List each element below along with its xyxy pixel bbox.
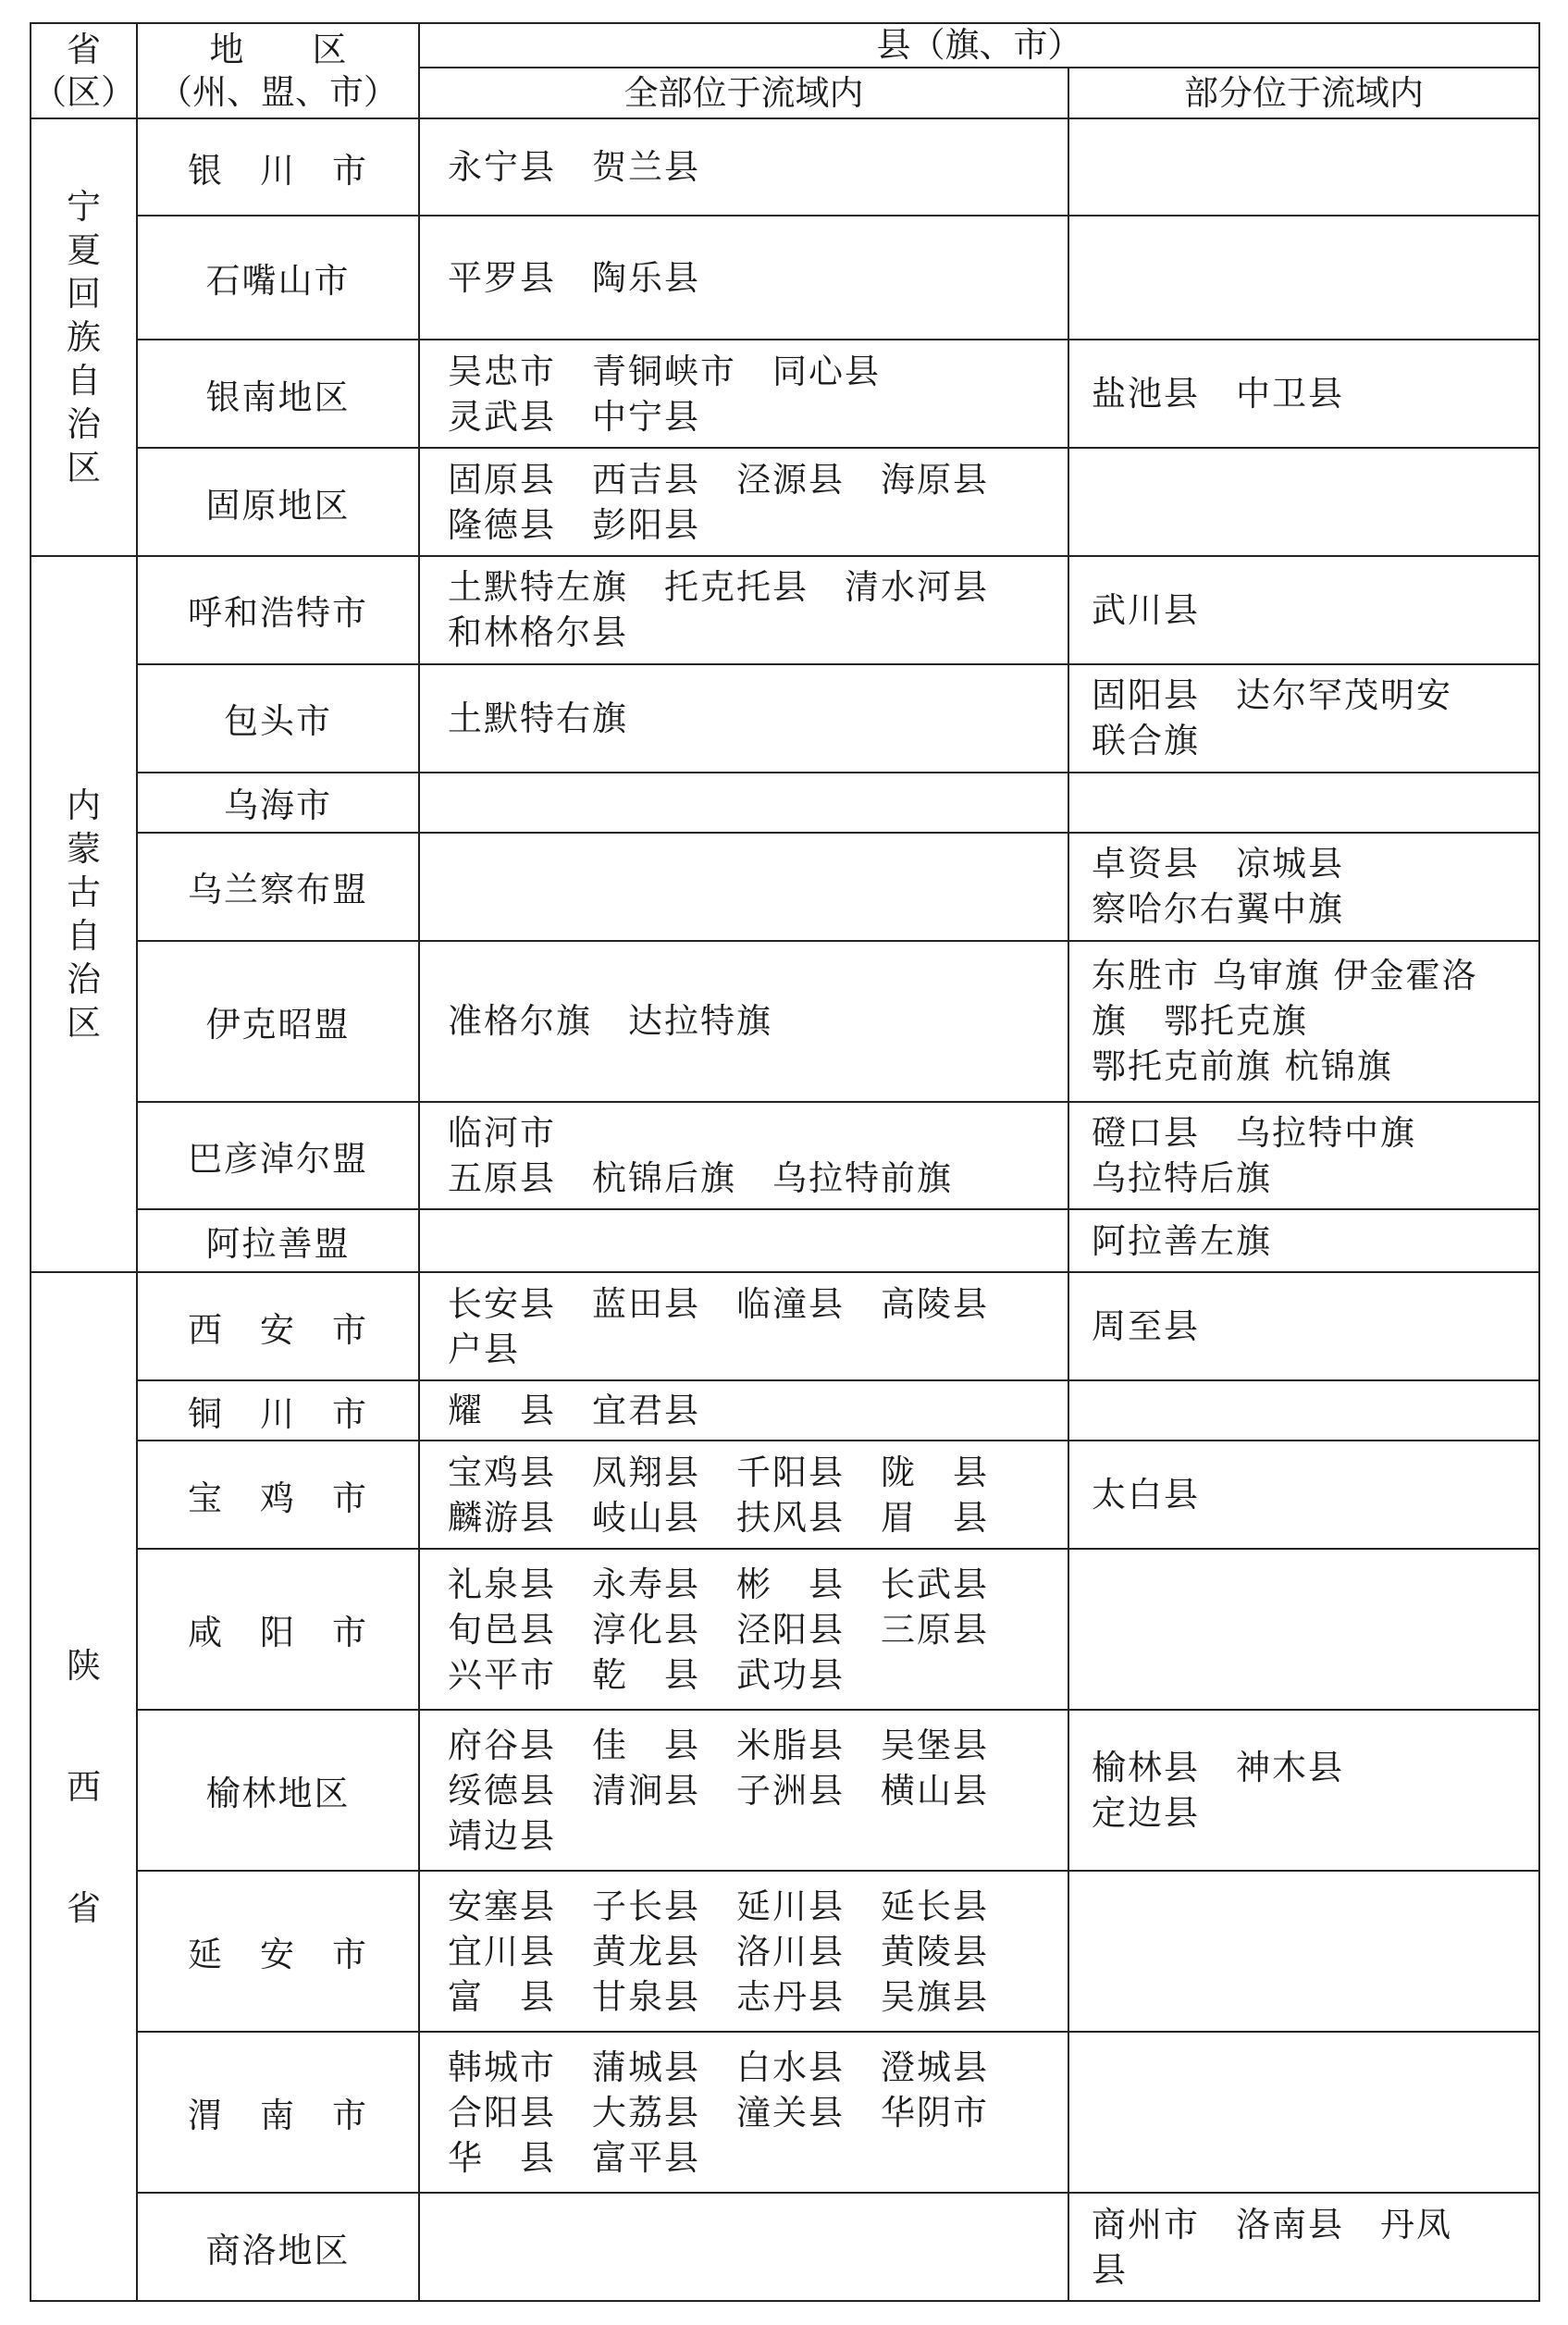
region-cell: 伊克昭盟 [137, 941, 419, 1102]
fully-within-cell [419, 2193, 1068, 2301]
region-cell: 石嘴山市 [137, 216, 419, 340]
fully-within-cell [419, 1272, 1068, 1380]
table-row [31, 833, 1539, 941]
table-row [31, 118, 1539, 216]
region-cell: 银南地区 [137, 340, 419, 448]
county-line: 卓资县 凉城县 [1092, 844, 1344, 884]
county-line: 耀 县 宜君县 [448, 1391, 700, 1431]
region-cell: 榆林地区 [137, 1710, 419, 1871]
region-cell: 渭 南 市 [137, 2032, 419, 2193]
fully-within-cell [419, 216, 1068, 340]
table-row [31, 556, 1539, 664]
fully-within-cell [419, 118, 1068, 216]
province-char: 宁 [67, 186, 101, 227]
header-province-line: 省 [67, 29, 101, 69]
province-char: 内 [67, 785, 101, 826]
county-line: 县 [1092, 2249, 1128, 2290]
table-row [31, 1549, 1539, 1710]
partly-within-cell [1068, 941, 1539, 1102]
header-province-line: （区） [32, 71, 135, 112]
county-line: 盐池县 中卫县 [1092, 374, 1344, 414]
county-line: 定边县 [1092, 1793, 1200, 1834]
province-char: 西 [67, 1766, 101, 1807]
region-cell: 银 川 市 [137, 118, 419, 216]
region-cell: 宝 鸡 市 [137, 1441, 419, 1549]
header-region [137, 23, 419, 118]
county-line: 华 县 富平县 [448, 2137, 700, 2178]
partly-within-cell [1068, 1102, 1539, 1210]
county-table [30, 22, 1540, 2302]
province-char: 区 [67, 447, 101, 488]
table-row [31, 1441, 1539, 1549]
county-line: 合阳县 大荔县 潼关县 华阴市 [448, 2092, 989, 2133]
partly-within-cell [1068, 1380, 1539, 1441]
county-line: 鄂托克前旗 杭锦旗 [1092, 1046, 1393, 1087]
county-line: 土默特右旗 [448, 698, 628, 738]
province-char: 族 [67, 316, 101, 357]
county-line: 府谷县 佳 县 米脂县 吴堡县 [448, 1725, 989, 1765]
table-row [31, 2193, 1539, 2301]
county-line: 兴平市 乾 县 武功县 [448, 1654, 845, 1695]
partly-within-cell [1068, 1272, 1539, 1380]
county-line: 太白县 [1092, 1475, 1200, 1515]
county-line: 固阳县 达尔罕茂明安 [1092, 675, 1452, 716]
region-cell: 固原地区 [137, 448, 419, 556]
table-row [31, 941, 1539, 1102]
county-line: 乌拉特后旗 [1092, 1158, 1272, 1199]
province-char: 夏 [67, 229, 101, 270]
province-char: 区 [67, 1003, 101, 1044]
fully-within-cell [419, 773, 1068, 833]
county-line: 隆德县 彭阳县 [448, 504, 700, 545]
partly-within-cell [1068, 1871, 1539, 2032]
partly-within-cell [1068, 1710, 1539, 1871]
province-char: 陕 [67, 1645, 101, 1686]
region-cell: 乌兰察布盟 [137, 833, 419, 941]
table-row [31, 448, 1539, 556]
province-cell [31, 118, 137, 556]
region-cell: 咸 阳 市 [137, 1549, 419, 1710]
partly-within-cell [1068, 1209, 1539, 1272]
county-line: 绥德县 清涧县 子洲县 横山县 [448, 1770, 989, 1811]
county-line: 商州市 洛南县 丹凤 [1092, 2204, 1452, 2245]
fully-within-cell [419, 941, 1068, 1102]
county-line: 宜川县 黄龙县 洛川县 黄陵县 [448, 1931, 989, 1972]
fully-within-cell [419, 833, 1068, 941]
county-line: 固原县 西吉县 泾源县 海原县 [448, 459, 989, 500]
fully-within-cell [419, 448, 1068, 556]
table-row [31, 216, 1539, 340]
county-line: 阿拉善左旗 [1092, 1220, 1272, 1261]
county-line: 永宁县 贺兰县 [448, 147, 700, 188]
county-line: 长安县 蓝田县 临潼县 高陵县 [448, 1283, 989, 1324]
county-line: 榆林县 神木县 [1092, 1748, 1344, 1788]
region-cell: 包头市 [137, 664, 419, 773]
fully-within-cell [419, 1380, 1068, 1441]
region-cell: 商洛地区 [137, 2193, 419, 2301]
header-fully-within: 全部位于流域内 [419, 68, 1068, 118]
county-line: 安塞县 子长县 延川县 延长县 [448, 1886, 989, 1926]
fully-within-cell [419, 1209, 1068, 1272]
province-char: 省 [67, 1887, 101, 1928]
province-char: 回 [67, 273, 101, 314]
region-cell: 西 安 市 [137, 1272, 419, 1380]
province-char: 治 [67, 959, 101, 1000]
partly-within-cell [1068, 773, 1539, 833]
fully-within-cell [419, 340, 1068, 448]
header-region-line: 地 区 [209, 29, 347, 69]
partly-within-cell [1068, 448, 1539, 556]
county-line: 旗 鄂托克旗 [1092, 1001, 1308, 1042]
table-row [31, 2032, 1539, 2193]
county-line: 富 县 甘泉县 志丹县 吴旗县 [448, 1976, 989, 2017]
county-line: 平罗县 陶乐县 [448, 257, 700, 298]
region-cell: 阿拉善盟 [137, 1209, 419, 1272]
table-row [31, 340, 1539, 448]
table-row [31, 664, 1539, 773]
partly-within-cell [1068, 556, 1539, 664]
county-line: 东胜市 乌审旗 伊金霍洛 [1092, 956, 1478, 996]
county-line: 和林格尔县 [448, 612, 628, 653]
region-cell: 延 安 市 [137, 1871, 419, 2032]
partly-within-cell [1068, 2193, 1539, 2301]
county-line: 临河市 [448, 1113, 556, 1154]
province-char: 古 [67, 872, 101, 913]
region-cell: 铜 川 市 [137, 1380, 419, 1441]
fully-within-cell [419, 664, 1068, 773]
table-row [31, 1272, 1539, 1380]
partly-within-cell [1068, 1441, 1539, 1549]
fully-within-cell [419, 1710, 1068, 1871]
county-line: 靖边县 [448, 1815, 556, 1856]
table-row [31, 1380, 1539, 1441]
fully-within-cell [419, 1871, 1068, 2032]
county-line: 联合旗 [1092, 721, 1200, 761]
county-line: 宝鸡县 凤翔县 千阳县 陇 县 [448, 1452, 989, 1492]
partly-within-cell [1068, 340, 1539, 448]
county-line: 准格尔旗 达拉特旗 [448, 1001, 772, 1042]
table-row [31, 1102, 1539, 1210]
province-char: 治 [67, 403, 101, 444]
header-region-line: （州、盟、市） [158, 71, 398, 112]
partly-within-cell [1068, 2032, 1539, 2193]
header-counties: 县（旗、市） [419, 23, 1539, 68]
county-line: 察哈尔右翼中旗 [1092, 889, 1344, 930]
county-line: 旬邑县 淳化县 泾阳县 三原县 [448, 1609, 989, 1650]
region-cell: 乌海市 [137, 773, 419, 833]
region-cell: 呼和浩特市 [137, 556, 419, 664]
header-province [31, 23, 137, 118]
region-cell: 巴彦淖尔盟 [137, 1102, 419, 1210]
partly-within-cell [1068, 833, 1539, 941]
fully-within-cell [419, 1441, 1068, 1549]
county-line: 吴忠市 青铜峡市 同心县 [448, 351, 881, 391]
province-cell [31, 556, 137, 1272]
partly-within-cell [1068, 118, 1539, 216]
province-char: 自 [67, 360, 101, 401]
fully-within-cell [419, 2032, 1068, 2193]
province-char: 蒙 [67, 829, 101, 870]
county-line: 灵武县 中宁县 [448, 396, 700, 437]
table-row [31, 1209, 1539, 1272]
fully-within-cell [419, 1549, 1068, 1710]
county-line: 周至县 [1092, 1306, 1200, 1347]
county-line: 麟游县 岐山县 扶风县 眉 县 [448, 1497, 989, 1538]
county-line: 户县 [448, 1329, 520, 1369]
county-line: 五原县 杭锦后旗 乌拉特前旗 [448, 1158, 953, 1199]
county-line: 土默特左旗 托克托县 清水河县 [448, 567, 989, 608]
partly-within-cell [1068, 216, 1539, 340]
county-line: 磴口县 乌拉特中旗 [1092, 1113, 1416, 1154]
fully-within-cell [419, 1102, 1068, 1210]
province-char: 自 [67, 916, 101, 957]
county-line: 武川县 [1092, 589, 1200, 630]
table-row [31, 1710, 1539, 1871]
table-row [31, 773, 1539, 833]
county-line: 韩城市 蒲城县 白水县 澄城县 [448, 2047, 989, 2087]
partly-within-cell [1068, 664, 1539, 773]
province-cell [31, 1272, 137, 2301]
partly-within-cell [1068, 1549, 1539, 1710]
county-line: 礼泉县 永寿县 彬 县 长武县 [448, 1564, 989, 1604]
header-partly-within: 部分位于流域内 [1068, 68, 1539, 118]
table-row [31, 1871, 1539, 2032]
fully-within-cell [419, 556, 1068, 664]
